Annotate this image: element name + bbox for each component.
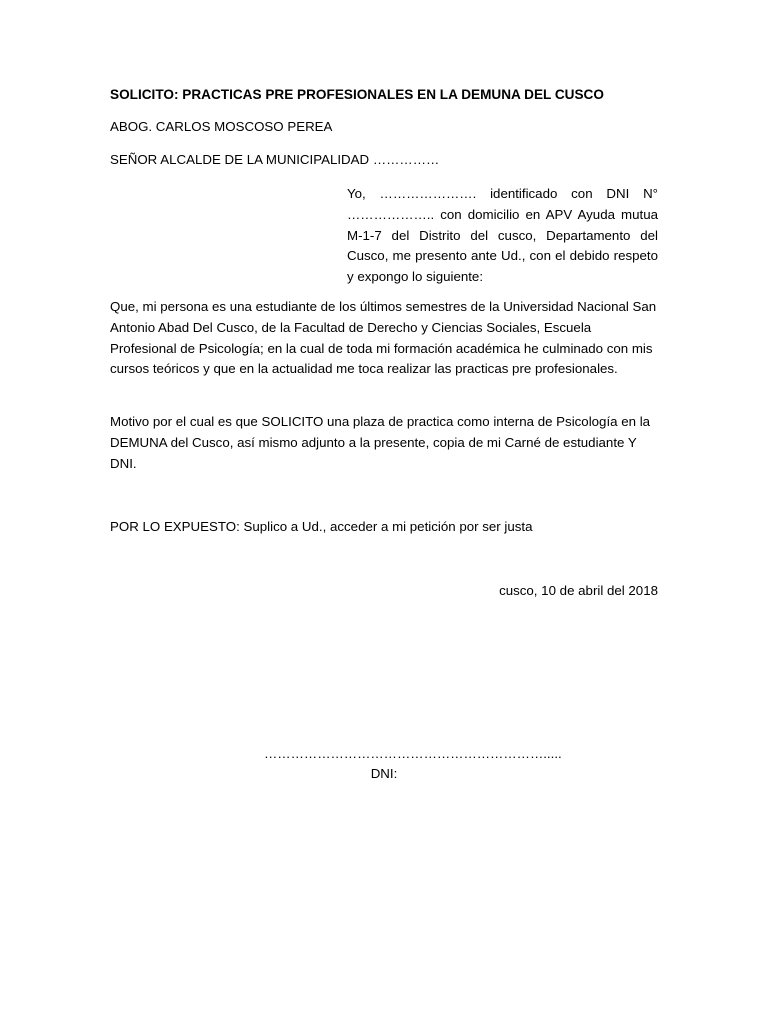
signature-dni-label: DNI: [370,766,398,781]
document-date: cusco, 10 de abril del 2018 [499,583,658,598]
addressee-title: SEÑOR ALCALDE DE LA MUNICIPALIDAD …………… [110,152,440,167]
body-paragraph-2: Motivo por el cual es que SOLICITO una plaza de practica como interna de Psicología en la DEMUNA del Cusco, así mismo adjunto a la presente, copia de mi Carné de estudiante Y DNI. [110,414,651,471]
signature-line: ………………………………………………………..... [264,746,562,761]
closing-statement: POR LO EXPUESTO: Suplico a Ud., acceder a mi petición por ser justa [110,519,533,534]
intro-paragraph: Yo, …………………. identificado con DNI N° ……………….. con domicilio en APV Ayuda mutua M-1-7 del Distrito del cusco, Departamento del Cusco, me presento ante Ud., con el debido respeto y expongo lo siguiente: [347,186,658,285]
body-paragraph-1: Que, mi persona es una estudiante de los últimos semestres de la Universidad Nacional San Antonio Abad Del Cusco, de la Facultad de Derecho y Ciencias Sociales, Escuela Profesional de Psicología; en la cual de toda mi formación académica he culminado con mis cursos teóricos y que en la actualidad me toca realizar las practicas pre profesionales. [110,299,657,377]
document-title: SOLICITO: PRACTICAS PRE PROFESIONALES EN LA DEMUNA DEL CUSCO [110,87,604,102]
addressee-name: ABOG. CARLOS MOSCOSO PEREA [110,119,333,134]
